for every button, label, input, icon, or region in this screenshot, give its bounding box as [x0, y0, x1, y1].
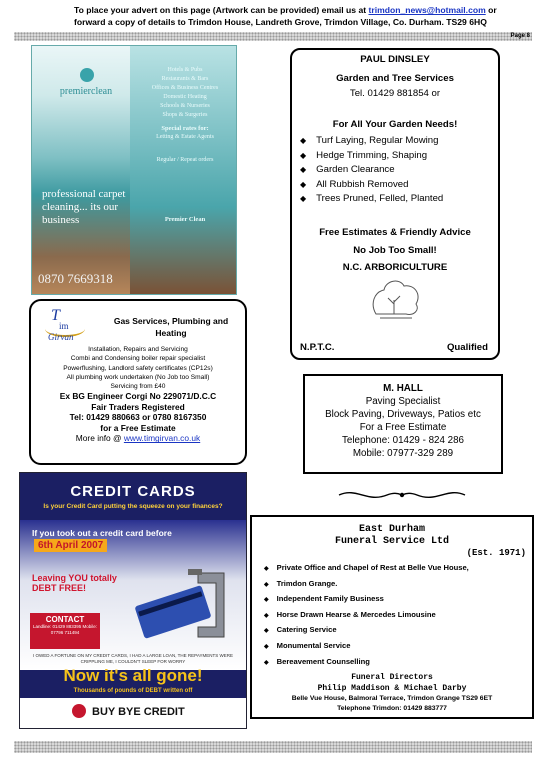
ed-est: (Est. 1971)	[466, 548, 526, 558]
pd-company: N.C. ARBORICULTURE	[342, 261, 448, 273]
paul-dinsley-ad	[290, 48, 500, 360]
tg-line: Powerflushing, Landlord safety certificates (CP12s)	[63, 364, 213, 372]
ed-telephone: Telephone Trimdon: 01429 883777	[337, 705, 447, 713]
clamp-card-icon	[128, 565, 236, 645]
list-item: ◆ Monumental Service	[264, 639, 532, 655]
header-line-2: forward a copy of details to Trimdon House, Landreth Grove, Trimdon Village, Co. Durham. TS29 6HQ	[74, 17, 487, 27]
list-item: ◆ All Rubbish Removed	[300, 178, 498, 193]
ed-directors: Philip Maddison & Michael Darby	[317, 683, 467, 693]
service-item: Shops & Surgeries	[162, 112, 208, 118]
mh-mobile: Mobile: 07977-329 289	[352, 448, 454, 459]
tg-telephone: Tel: 01429 880663 or 0780 8167350	[69, 412, 207, 423]
special-rate-item: Regular / Repeat orders	[156, 157, 214, 163]
tree-logo-icon	[366, 274, 426, 320]
east-durham-ad	[250, 515, 534, 719]
list-item: ◆ Turf Laying, Regular Mowing	[300, 134, 498, 149]
tg-website-link[interactable]: www.timgirvan.co.uk	[123, 433, 201, 444]
service-item: Restaurants & Bars	[161, 76, 209, 82]
pd-qualified: Qualified	[446, 342, 488, 353]
tg-fair-traders: Fair Traders Registered	[91, 401, 185, 412]
list-item: ◆ Garden Clearance	[300, 163, 498, 178]
top-divider-bar	[14, 32, 532, 41]
pd-no-job: No Job Too Small!	[353, 244, 437, 256]
tg-estimate: for a Free Estimate	[100, 422, 176, 433]
cc-contact-box	[30, 613, 100, 649]
list-item: ◆ Private Office and Chapel of Rest at Belle Vue House,	[264, 561, 532, 577]
service-item: Offices & Business Centres	[151, 85, 219, 91]
mh-types: Block Paving, Driveways, Patios etc	[325, 409, 481, 420]
premier-clean-footer-heading: Premier Clean	[164, 216, 206, 223]
premier-clean-tagline: professional carpet cleaning... its our business	[42, 188, 126, 226]
swirl-ornament-icon	[337, 487, 467, 503]
mh-free: For a Free Estimate	[359, 422, 447, 433]
list-item: ◆ Hedge Trimming, Shaping	[300, 149, 498, 164]
page-header	[74, 4, 544, 28]
premier-clean-brand: premierclean	[59, 86, 113, 97]
credit-cards-ad	[19, 472, 247, 729]
special-rates-heading: Special rates for:	[161, 125, 209, 132]
tim-girvan-title: Gas Services, Plumbing and Heating	[113, 316, 229, 338]
m-hall-ad	[303, 374, 503, 474]
list-item: ◆ Independent Family Business	[264, 592, 532, 608]
special-rate-item: Letting & Estate Agents	[156, 134, 214, 140]
ed-directors-label: Funeral Directors	[351, 673, 433, 683]
premier-clean-phone: 0870 7669318	[38, 271, 113, 286]
mh-telephone: Telephone: 01429 - 824 286	[341, 435, 465, 446]
ed-list	[252, 561, 532, 670]
ed-name-1: East Durham	[358, 524, 425, 535]
ed-address: Belle Vue House, Balmoral Terrace, Trimdon Grange TS29 6ET	[291, 695, 493, 703]
cc-buy-bye-strip	[20, 698, 246, 728]
cc-thousands: Thousands of pounds of DEBT written off	[73, 688, 193, 694]
cc-title: CREDIT CARDS	[70, 483, 196, 500]
cc-contact-label: CONTACT	[45, 615, 85, 624]
tg-line: All plumbing work undertaken (No Job too Small)	[66, 373, 210, 381]
list-item: ◆ Catering Service	[264, 623, 532, 639]
premier-clean-ad	[31, 45, 237, 295]
mh-name: M. HALL	[383, 383, 423, 394]
service-item: Hotels & Pubs	[167, 67, 203, 73]
tg-line: Combi and Condensing boiler repair specialist	[70, 355, 206, 363]
ed-name-2: Funeral Service Ltd	[334, 536, 450, 547]
tg-line: Installation, Repairs and Servicing	[88, 346, 188, 353]
cc-now-gone: Now it's all gone!	[63, 666, 203, 685]
mh-service: Paving Specialist	[365, 396, 441, 407]
buy-bye-logo-icon	[72, 704, 86, 718]
list-item: ◆ Trimdon Grange.	[264, 577, 532, 593]
bottom-divider-bar	[14, 741, 532, 753]
pd-tel: Tel. 01429 881854 or	[349, 88, 441, 99]
cc-leaving: Leaving YOU totally DEBT FREE!	[32, 573, 117, 593]
tim-girvan-ad	[29, 299, 247, 465]
cc-took-out: If you took out a credit card before	[32, 528, 172, 538]
tg-corgi: Ex BG Engineer Corgi No 229071/D.C.C	[59, 391, 217, 402]
pd-name: PAUL DINSLEY	[360, 54, 430, 65]
cc-date: 6th April 2007	[34, 539, 107, 552]
premier-clean-photo	[32, 46, 130, 294]
header-line-1: To place your advert on this page (Artwork can be provided) email us at trimdon_news@hotmail.com or	[74, 5, 497, 15]
service-item: Domestic Heating	[163, 94, 207, 100]
tg-line: Servicing from £40	[110, 383, 166, 391]
tg-more-info: More info @ www.timgirvan.co.uk	[75, 433, 201, 444]
tim-girvan-logo: T im Girvan	[45, 307, 87, 345]
pd-nptc: N.P.T.C.	[300, 342, 335, 353]
cc-quote: I OWED A FORTUNE ON MY CREDIT CARDS, I HAD A LARGE LOAN, THE REPAYMENTS WERE CRIPPLING ME, I COULDN'T SLEEP FOR WORRY	[32, 653, 234, 664]
premier-clean-logo-icon	[80, 68, 94, 82]
cc-contact-text: Landline: 01429 883395 Mobile: 07796 711494	[32, 624, 98, 635]
pd-estimates: Free Estimates & Friendly Advice	[319, 226, 471, 238]
page-number: Page 8	[510, 33, 530, 39]
premier-clean-services	[138, 66, 232, 224]
service-item: Schools & Nurseries	[160, 103, 210, 109]
pd-service: Garden and Tree Services	[336, 73, 454, 84]
cc-buy-bye-text: BUY BYE CREDIT	[92, 706, 185, 718]
list-item: ◆ Horse Drawn Hearse & Mercedes Limousine	[264, 608, 532, 624]
header-email-link[interactable]: trimdon_news@hotmail.com	[368, 5, 486, 15]
list-item: ◆ Bereavement Counselling	[264, 655, 532, 671]
tim-girvan-body	[31, 345, 245, 444]
list-item: ◆ Trees Pruned, Felled, Planted	[300, 192, 498, 207]
cc-subtitle: Is your Credit Card putting the squeeze on your finances?	[43, 503, 223, 510]
pd-needs: For All Your Garden Needs!	[332, 119, 458, 130]
pd-list	[292, 134, 498, 207]
